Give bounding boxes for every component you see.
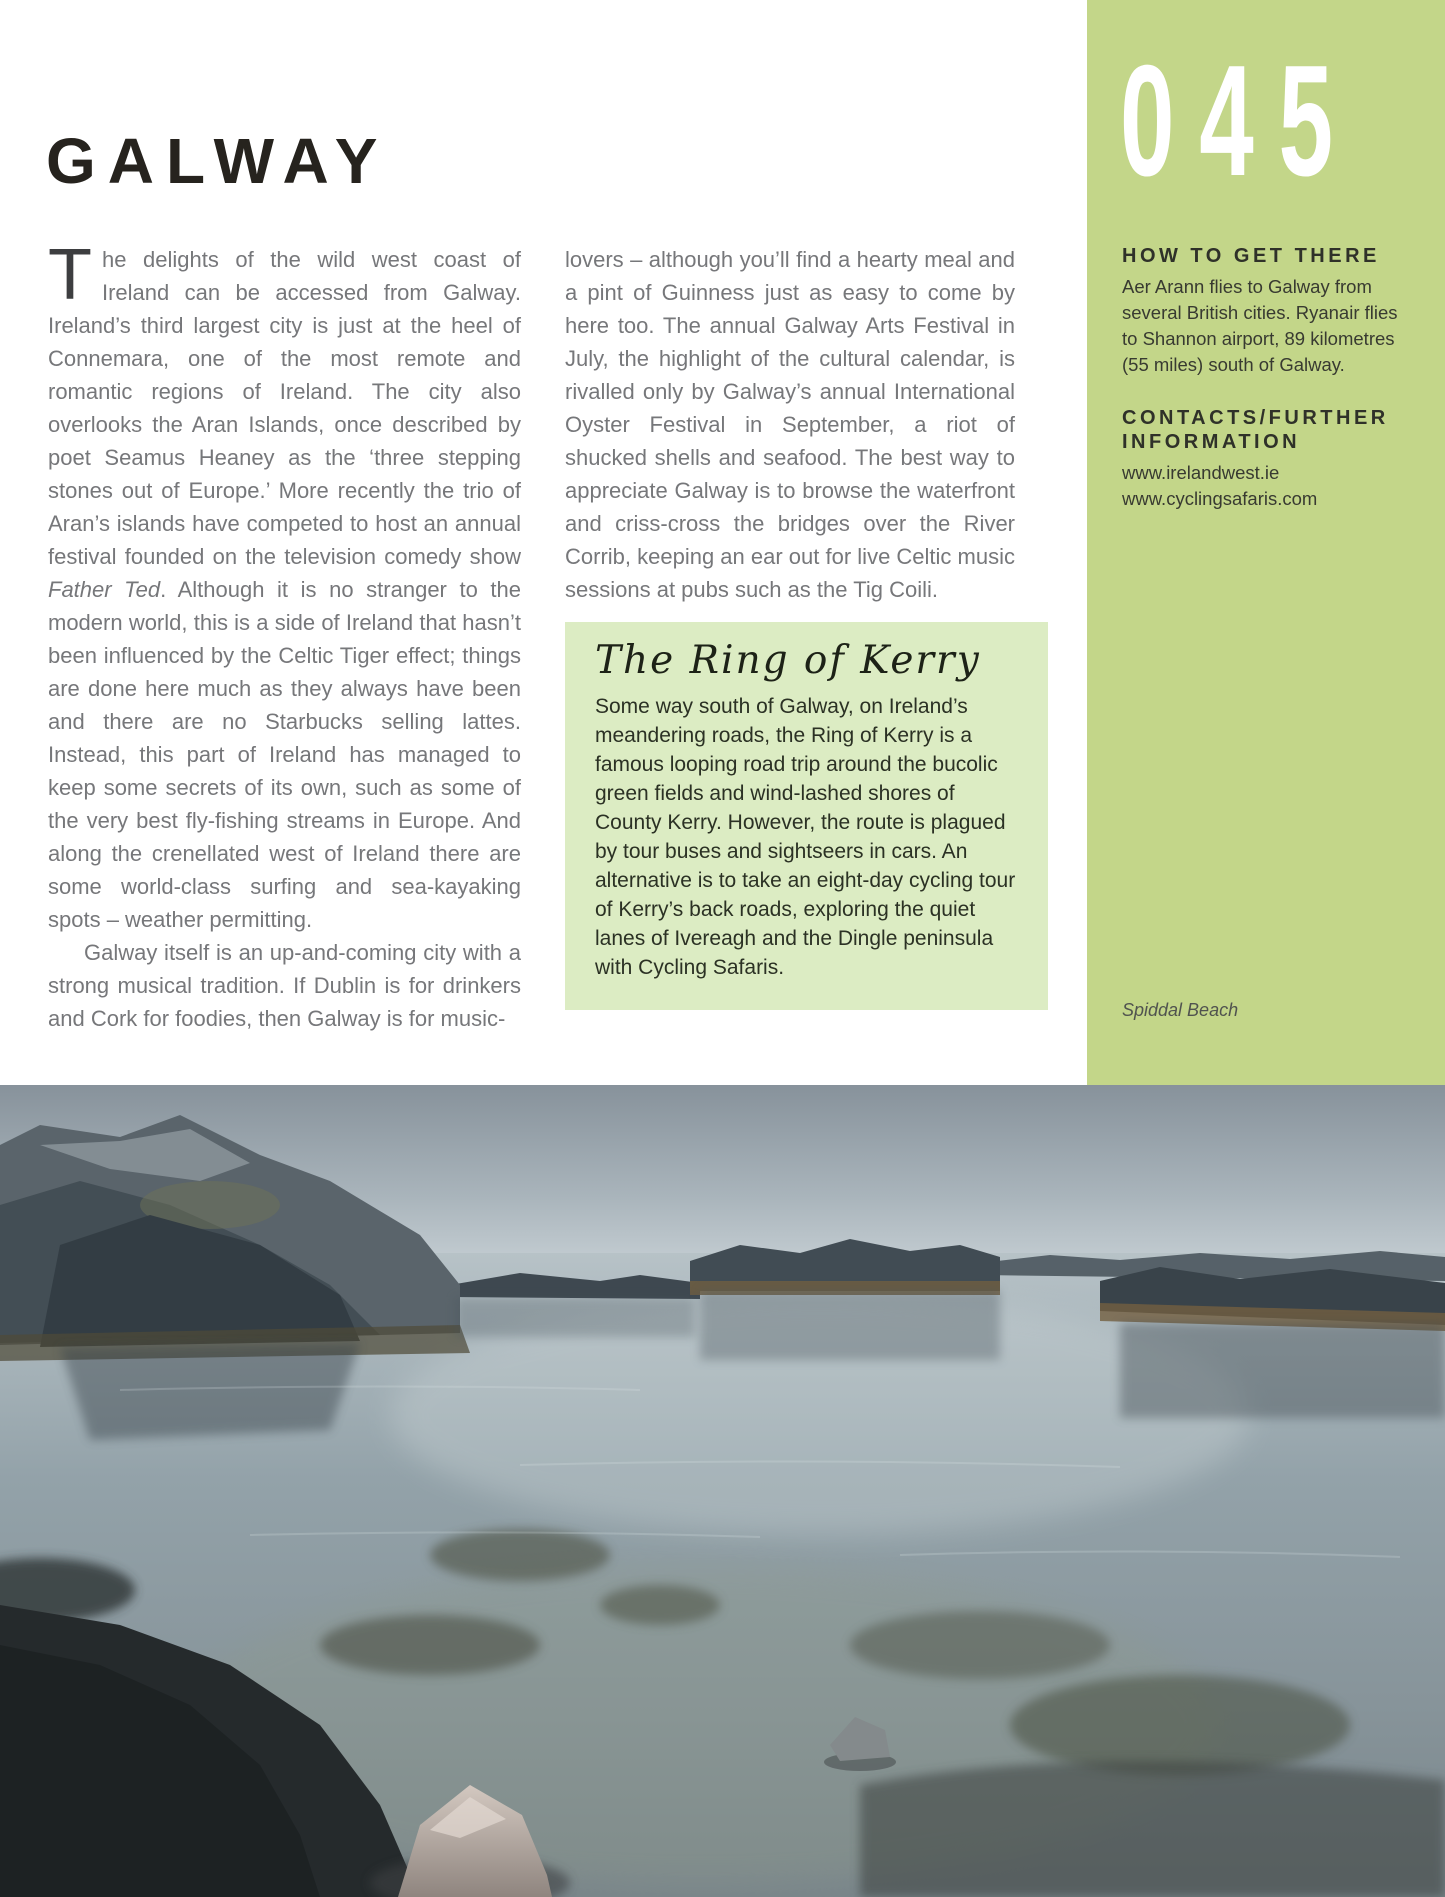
page-title: GALWAY (46, 124, 390, 197)
contacts-heading: CONTACTS/FURTHER INFORMATION (1122, 407, 1389, 453)
sidebar (1087, 0, 1445, 1085)
contact-link-cyclingsafaris: www.cyclingsafaris.com (1122, 488, 1318, 509)
how-to-get-there-body: Aer Arann flies to Galway from several British cities. Ryanair flies to Shannon airport, 89 kilometres (55 miles) south of Galway. (1122, 276, 1398, 375)
spiddal-beach-photo (0, 1085, 1445, 1897)
ring-of-kerry-box (565, 622, 1048, 1010)
article-paragraph-2: Galway itself is an up-and-coming city with a strong musical tradition. If Dublin is for drinkers and Cork for foodies, then Galway is for music- (48, 940, 521, 1031)
show-title-italic: Father Ted (48, 577, 161, 602)
sidebar-text-block (1122, 244, 1414, 512)
beach-scene-illustration (0, 1085, 1445, 1897)
photo-caption: Spiddal Beach (1122, 1000, 1239, 1020)
article-column-1 (48, 235, 521, 1035)
page-number: 045 (1120, 33, 1358, 209)
paragraph-text: he delights of the wild west coast of Ireland can be accessed from Galway. Ireland’s third largest city is just at the heel of Connemara, one of the most remote and romantic regions of Ireland. The city also overlooks the Aran Islands, once described by poet Seamus Heaney as the ‘three stepping stones out of Europe.’ More recently the trio of Aran’s islands have competed to host an annual festival founded on the television comedy show (48, 247, 521, 569)
article-paragraph-1 (48, 235, 521, 936)
contact-link-irelandwest: www.irelandwest.ie (1122, 462, 1280, 483)
paragraph-text: . Although it is no stranger to the modern world, this is a side of Ireland that hasn’t been influenced by the Celtic Tiger effect; things are done here much as they always have been and there are no Starbucks selling lattes. Instead, this part of Ireland has managed to keep some secrets of its own, such as some of the very best fly-fishing streams in Europe. And along the crenellated west of Ireland there are some world-class surfing and sea-kayaking spots – weather permitting. (48, 577, 521, 932)
article-column-2 (565, 243, 1015, 606)
ring-of-kerry-heading: The Ring of Kerry (595, 638, 981, 683)
ring-of-kerry-body: Some way south of Galway, on Ireland’s meandering roads, the Ring of Kerry is a famous looping road trip around the bucolic green fields and wind-lashed shores of County Kerry. However, the route is plagued by tour buses and sightseers in cars. An alternative is to take an eight-day cycling tour of Kerry’s back roads, exploring the quiet lanes of Ivereagh and the Dingle peninsula with Cycling Safaris. (595, 695, 1016, 979)
drop-cap: T (48, 235, 92, 315)
article-paragraph-3: lovers – although you’ll find a hearty meal and a pint of Guinness just as easy to come by here too. The annual Galway Arts Festival in July, the highlight of the cultural calendar, is rivalled only by Galway’s annual International Oyster Festival in September, a riot of shucked shells and seafood. The best way to appreciate Galway is to browse the waterfront and criss-cross the bridges over the River Corrib, keeping an ear out for live Celtic music sessions at pubs such as the Tig Coili. (565, 247, 1015, 602)
how-to-get-there-heading: HOW TO GET THERE (1122, 245, 1380, 267)
